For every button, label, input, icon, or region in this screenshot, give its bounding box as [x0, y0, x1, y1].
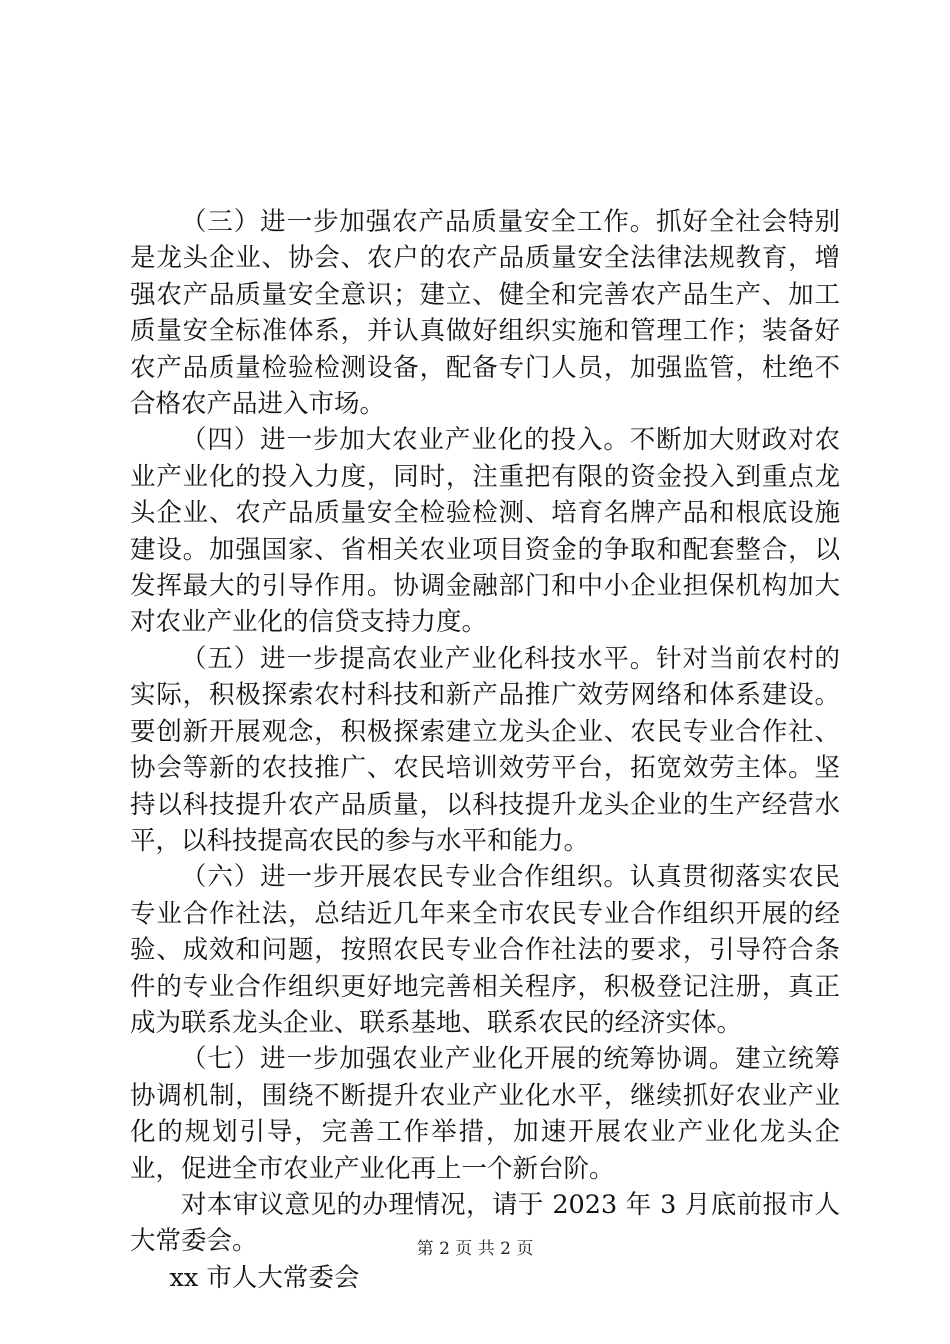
- paragraph-deadline: 对本审议意见的办理情况，请于 2023 年 3 月底前报市人大常委会。: [130, 1189, 840, 1257]
- paragraph-technology: （五）进一步提高农业产业化科技水平。针对当前农村的实际，积极探索农村科技和新产品推广效劳网络和体系建设。要创新开展观念，积极探索建立龙头企业、农民专业合作社、协会等新的农技推广、农民培训效劳平台，拓宽效劳主体。坚持以科技提升农产品质量，以科技提升龙头企业的生产经营水平，以科技提高农民的参与水平和能力。: [130, 643, 840, 856]
- paragraph-cooperatives: （六）进一步开展农民专业合作组织。认真贯彻落实农民专业合作社法，总结近几年来全市农民专业合作组织开展的经验、成效和问题，按照农民专业合作社法的要求，引导符合条件的专业合作组织更好地完善相关程序，积极登记注册，真正成为联系龙头企业、联系基地、联系农民的经济实体。: [130, 862, 840, 1038]
- page-footer: 第 2 页 共 2 页: [416, 1239, 534, 1259]
- signature: xx 市人大常委会: [169, 1262, 360, 1293]
- paragraph-investment: （四）进一步加大农业产业化的投入。不断加大财政对农业产业化的投入力度，同时，注重把有限的资金投入到重点龙头企业、农产品质量安全检验检测、培育名牌产品和根底设施建设。加强国家、省相关农业项目资金的争取和配套整合，以发挥最大的引导作用。协调金融部门和中小企业担保机构加大对农业产业化的信贷支持力度。: [130, 425, 840, 638]
- document-body: [130, 204, 840, 1296]
- paragraph-coordination: （七）进一步加强农业产业化开展的统筹协调。建立统筹协调机制，围绕不断提升农业产业化水平，继续抓好农业产业化的规划引导，完善工作举措，加速开展农业产业化龙头企业，促进全市农业产业化再上一个新台阶。: [130, 1044, 840, 1184]
- paragraph-quality-safety: （三）进一步加强农产品质量安全工作。抓好全社会特别是龙头企业、协会、农户的农产品质量安全法律法规教育，增强农产品质量安全意识；建立、健全和完善农产品生产、加工质量安全标准体系，并认真做好组织实施和管理工作；装备好农产品质量检验检测设备，配备专门人员，加强监管，杜绝不合格农产品进入市场。: [130, 207, 840, 420]
